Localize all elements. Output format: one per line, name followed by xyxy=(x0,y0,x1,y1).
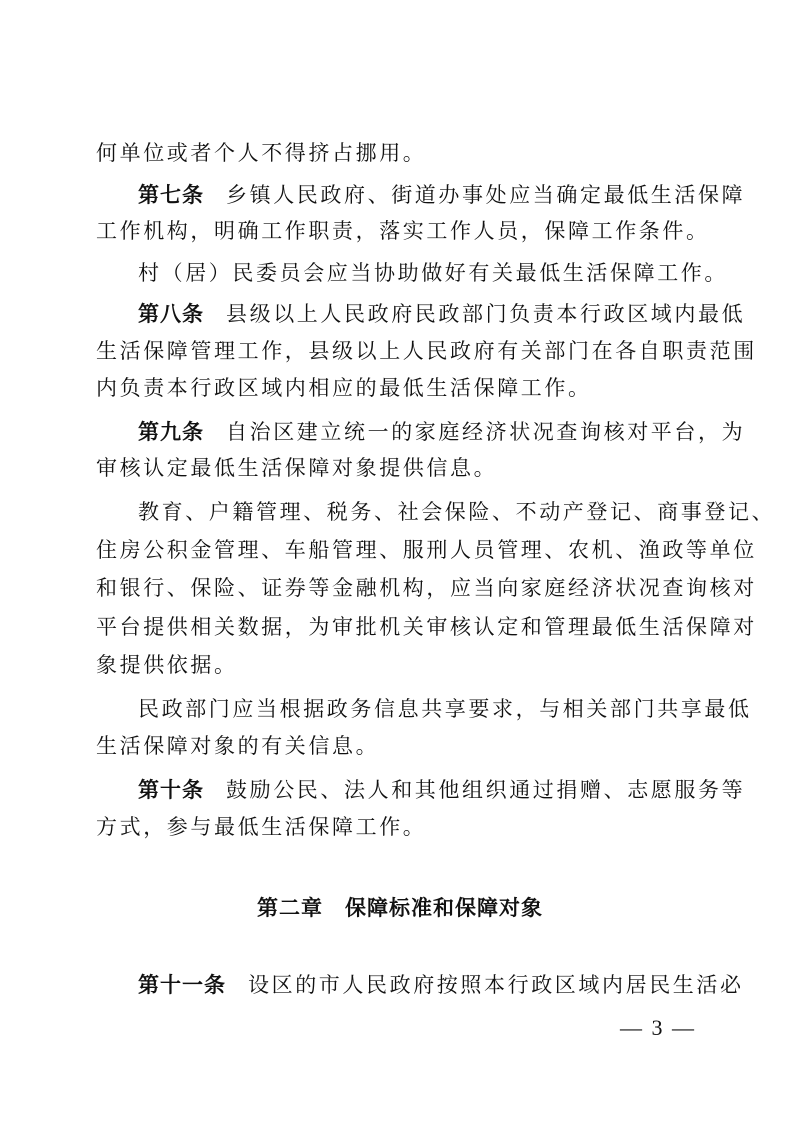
article-10-line-1 xyxy=(138,775,746,805)
paragraph-line: 和银行、保险、证券等金融机构，应当向家庭经济状况查询核对 xyxy=(96,576,757,600)
paragraph-line: 生活保障对象的有关信息。 xyxy=(96,734,380,758)
article-label: 第八条 xyxy=(138,302,204,326)
paragraph-line: 内负责本行政区域内相应的最低生活保障工作。 xyxy=(96,376,592,400)
article-8-line-1 xyxy=(138,299,746,329)
paragraph-line: 象提供依据。 xyxy=(96,653,238,677)
article-label: 第十一条 xyxy=(138,973,226,997)
paragraph-line: 工作机构，明确工作职责，落实工作人员，保障工作条件。 xyxy=(96,219,710,243)
paragraph-line: 审核认定最低生活保障对象提供信息。 xyxy=(96,456,498,480)
paragraph-line: 住房公积金管理、车船管理、服刑人员管理、农机、渔政等单位 xyxy=(96,538,757,562)
article-7-line-1 xyxy=(138,180,746,210)
paragraph-line: 何单位或者个人不得挤占挪用。 xyxy=(96,141,427,165)
paragraph-line: 生活保障管理工作，县级以上人民政府有关部门在各自职责范围 xyxy=(96,339,757,363)
paragraph-line: 民政部门应当根据政务信息共享要求，与相关部门共享最低 xyxy=(138,697,752,721)
article-9-line-1 xyxy=(138,417,746,447)
article-11-line-1 xyxy=(138,970,744,1000)
article-label: 第九条 xyxy=(138,420,204,444)
article-label: 第十条 xyxy=(138,778,204,802)
article-text: 县级以上人民政府民政部门负责本行政区域内最低 xyxy=(226,302,746,326)
chapter-title: 保障标准和保障对象 xyxy=(345,896,543,920)
article-label: 第七条 xyxy=(138,183,204,207)
paragraph-line: 方式，参与最低生活保障工作。 xyxy=(96,815,427,839)
paragraph-line: 教育、户籍管理、税务、社会保险、不动产登记、商事登记、 xyxy=(138,500,776,524)
article-text: 乡镇人民政府、街道办事处应当确定最低生活保障 xyxy=(226,183,746,207)
page-number: — 3 — xyxy=(620,1015,696,1040)
article-text: 鼓励公民、法人和其他组织通过捐赠、志愿服务等 xyxy=(226,778,746,802)
paragraph-line: 村（居）民委员会应当协助做好有关最低生活保障工作。 xyxy=(138,261,728,285)
article-text: 设区的市人民政府按照本行政区域内居民生活必 xyxy=(248,973,744,997)
paragraph-line: 平台提供相关数据，为审批机关审核认定和管理最低生活保障对 xyxy=(96,615,757,639)
chapter-number: 第二章 xyxy=(257,896,323,920)
article-text: 自治区建立统一的家庭经济状况查询核对平台，为 xyxy=(226,420,746,444)
chapter-heading xyxy=(0,893,800,923)
